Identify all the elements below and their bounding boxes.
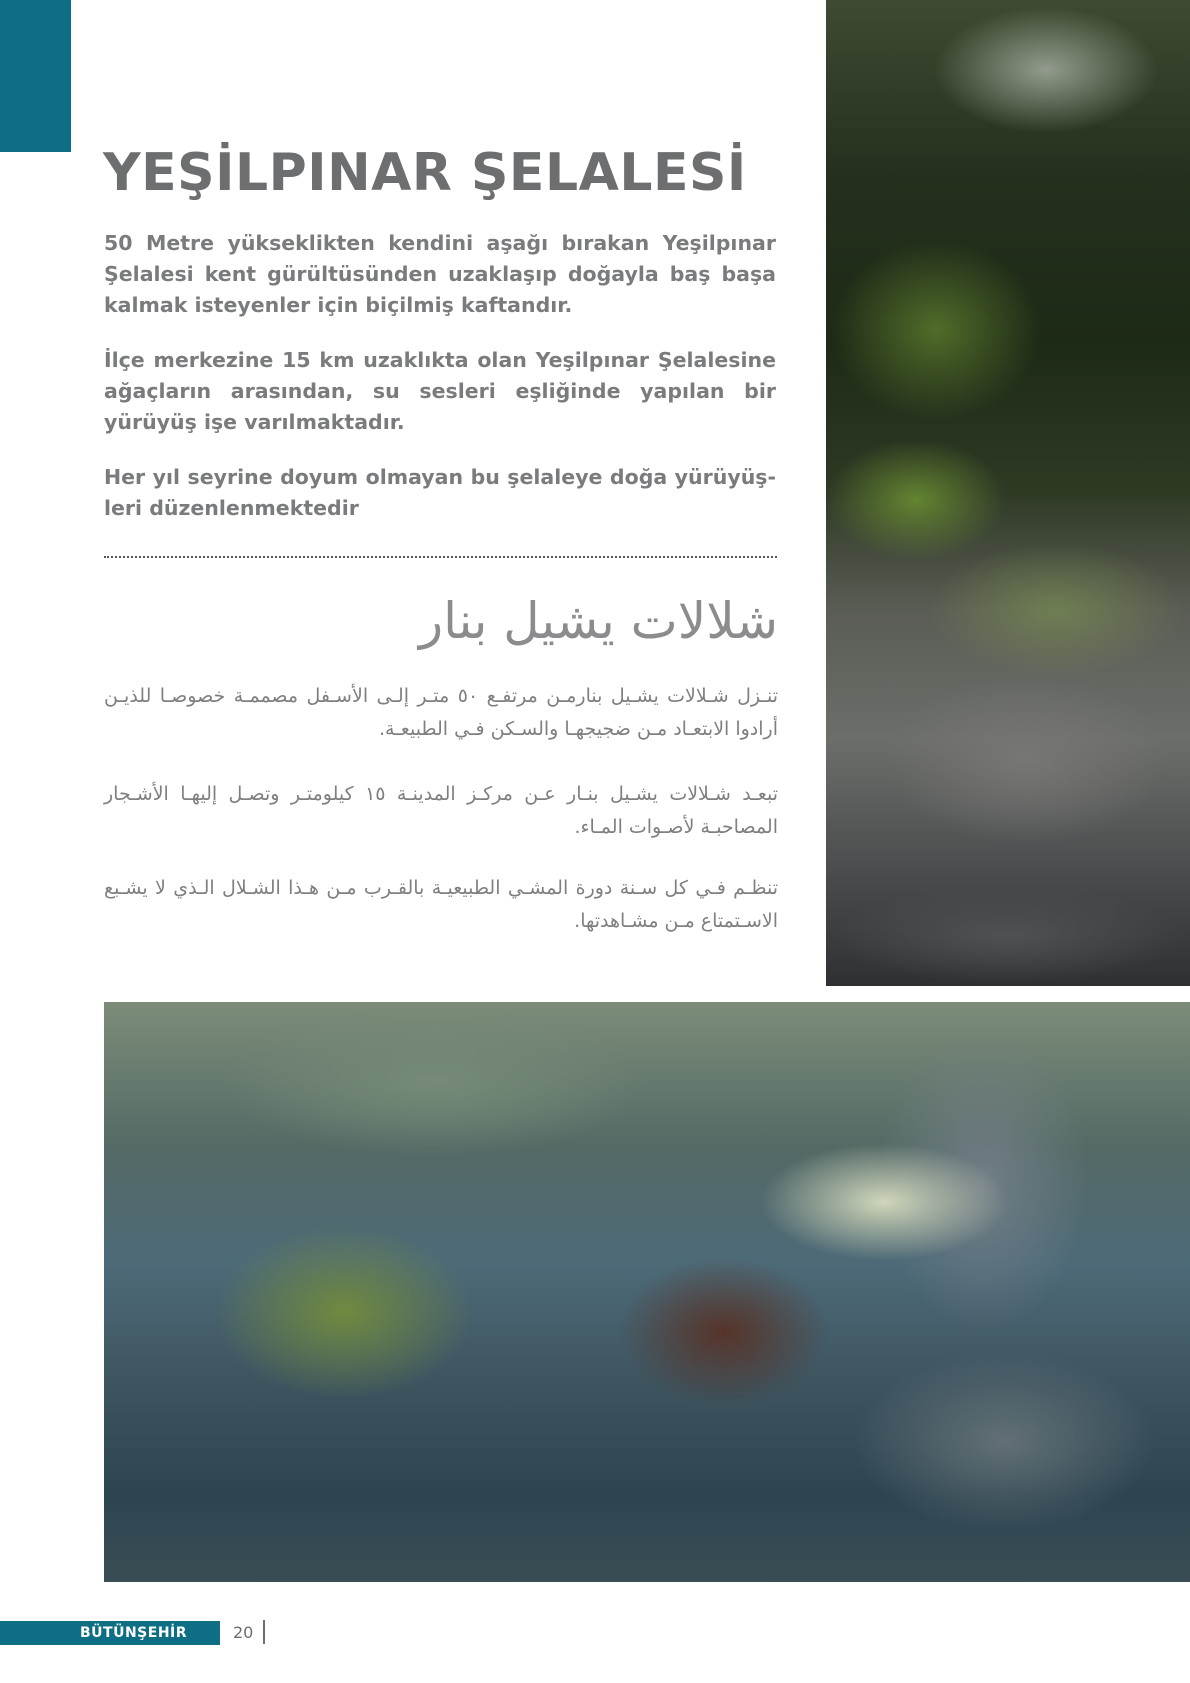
arabic-paragraph-3: تنظـم فـي كل سـنة دورة المشـي الطبيعيـة بالقـرب مـن هـذا الشـلال الـذي لا يشـبع الاسـتمتاع مـن مشـاهدتها. [104, 877, 778, 932]
footer-brand: BÜTÜNŞEHİR [80, 1625, 188, 1641]
corner-accent-block [0, 0, 71, 152]
dotted-divider [104, 556, 777, 558]
arabic-paragraph-1: تنـزل شـلالات يشـيل بنارمـن مرتفـع ٥٠ متـر إلـى الأسـفل مصممـة خصوصـا للذيـن أرادوا الابتعـاد مـن ضجيجهـا والسـكن فـي الطبيعـة. [104, 685, 778, 740]
page-number: 20 [233, 1623, 254, 1642]
arabic-title: شلالات يشيل بنار [419, 592, 778, 650]
turkish-paragraph-2: İlçe merkezine 15 km uzaklıkta olan Yeşilpınar Şelalesine ağaçların arasından, su sesleri eşliğinde yapılan bir yürüyüş işe varılmaktadır. [104, 348, 776, 434]
footer-separator [263, 1620, 265, 1644]
arabic-paragraph-2: تبعـد شـلالات يشـيل بنـار عـن مركـز المدينـة ١٥ كيلومتـر وتصـل إليهـا الأشـجار المصاحبـة لأصـوات المـاء. [104, 783, 778, 838]
turkish-paragraph-1: 50 Metre yükseklikten kendini aşağı bırakan Yeşilpınar Şelalesi kent gürültüsünden uzaklaşıp doğayla baş başa kalmak isteyenler için biçilmiş kaftandır. [104, 231, 776, 317]
stream-mushroom-photo [104, 1002, 1190, 1582]
turkish-paragraph-3: Her yıl seyrine doyum olmayan bu şelaleye doğa yürüyüş-leri düzenlenmektedir [104, 465, 776, 520]
waterfall-photo [826, 0, 1190, 986]
page-title: YEŞİLPINAR ŞELALESİ [103, 143, 747, 203]
